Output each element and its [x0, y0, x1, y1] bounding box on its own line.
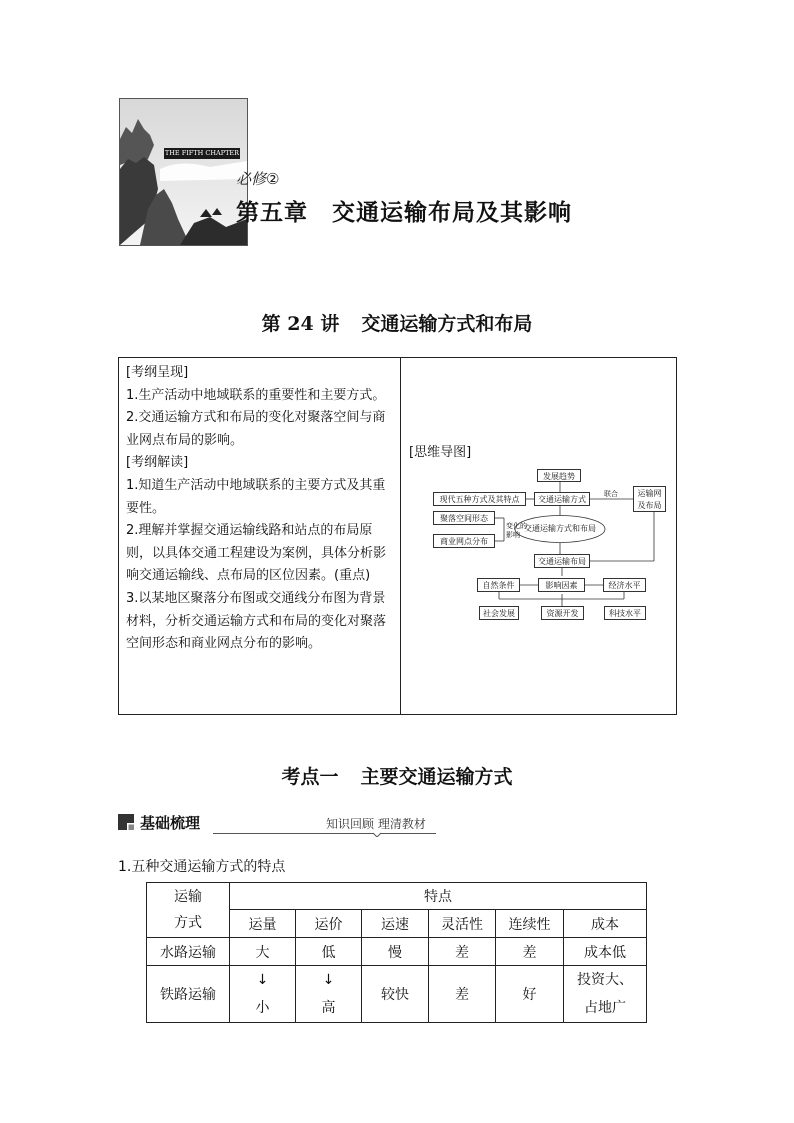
syllabus-item: 2.理解并掌握交通运输线路和站点的布局原则，以具体交通工程建设为案例，具体分析影响交通运输线、点布局的区位因素。(重点): [126, 523, 387, 584]
column-header: 灵活性: [429, 910, 496, 938]
table-cell: 成本低: [564, 938, 647, 966]
mm-node-resource: 资源开发: [541, 606, 584, 620]
header-mode: [147, 883, 230, 938]
syllabus-divider: [400, 358, 401, 714]
mm-node-commerce: 商业网点分布: [433, 534, 495, 548]
cost-line1: 投资大、: [577, 972, 633, 988]
table-cell: 差: [429, 966, 496, 1023]
basis-header: [118, 811, 436, 835]
header-mode-line1: 运输: [174, 889, 202, 905]
mm-node-nature: 自然条件: [477, 578, 520, 592]
table-cell-price-trend: [296, 966, 362, 1023]
mm-node-economy: 经济水平: [603, 578, 646, 592]
chapter-caption-band: [164, 148, 240, 159]
lecture-name: 交通运输方式和布局: [361, 313, 533, 335]
chapter-cover-image: [119, 98, 248, 246]
basis-underline: [213, 833, 436, 834]
table-cell-mode: 水路运输: [147, 938, 230, 966]
syllabus-item: 3.以某地区聚落分布图或交通线分布图为背景材料，分析交通运输方式和布局的变化对聚落空间形态和商业网点分布的影响。: [126, 590, 387, 652]
chapter-number: 第五章: [236, 199, 308, 226]
mm-node-center: 交通运输方式和布局: [524, 524, 596, 533]
lecture-title: [0, 309, 794, 336]
chapter-subtitle: 必修②: [236, 170, 280, 188]
basis-label: 基础梳理: [140, 814, 201, 832]
down-arrow-icon: ↓: [256, 972, 269, 988]
column-header: 成本: [564, 910, 647, 938]
table-cell: 差: [429, 938, 496, 966]
table-cell-mode: 铁路运输: [147, 966, 230, 1023]
syllabus-item: 2.交通运输方式和布局的变化对聚落空间与商业网点布局的影响。: [126, 410, 386, 448]
mm-node-society: 社会发展: [479, 606, 519, 620]
list-title: 1.五种交通运输方式的特点: [118, 859, 286, 875]
table-cell: 差: [496, 938, 564, 966]
mm-label-change-line1: 变化的: [506, 522, 527, 530]
mm-node-network: [633, 486, 666, 512]
chapter-caption: THE FIFTH CHAPTER: [164, 149, 240, 157]
section-number: 考点一: [281, 766, 339, 788]
mind-map: [414, 468, 666, 628]
section-name: 主要交通运输方式: [360, 766, 513, 788]
header-mode-line2: 方式: [174, 915, 202, 931]
column-header: 运速: [362, 910, 429, 938]
table-cell: 慢: [362, 938, 429, 966]
mm-node-tech: 科技水平: [604, 606, 646, 620]
mountain-landscape-image: [120, 99, 247, 245]
syllabus-heading-interpret: [考纲解读]: [126, 455, 189, 471]
syllabus-table: [118, 357, 677, 715]
column-header: 运量: [230, 910, 296, 938]
table-cell: 低: [296, 938, 362, 966]
table-cell: 大: [230, 938, 296, 966]
mm-node-network-line1: 运输网: [637, 489, 662, 498]
mindmap-label: [思维导图]: [409, 445, 472, 460]
syllabus-text: [126, 362, 398, 656]
basis-notch-icon: [373, 829, 381, 837]
syllabus-item: 1.生产活动中地域联系的重要性和主要方式。: [126, 387, 386, 403]
lecture-number: 第 24 讲: [261, 313, 340, 335]
chapter-name: 交通运输布局及其影响: [332, 199, 572, 226]
mm-node-modes: 交通运输方式: [534, 492, 590, 506]
volume-end-value: 小: [255, 1000, 270, 1016]
column-header: 连续性: [496, 910, 564, 938]
header-features: 特点: [230, 883, 647, 910]
mm-label-union: 联合: [604, 490, 618, 498]
section-title: [0, 762, 794, 789]
mm-node-trend: 发展趋势: [537, 469, 581, 482]
chapter-title: [236, 194, 572, 227]
mm-node-network-line2: 及布局: [637, 501, 662, 510]
basis-tag: 知识回顾 理清教材: [326, 817, 426, 831]
mm-node-factors: 影响因素: [538, 578, 585, 592]
price-end-value: 高: [321, 1000, 336, 1016]
mm-node-settlement: 聚落空间形态: [433, 511, 495, 525]
basis-square-icon: [118, 814, 134, 830]
mm-label-change-line2: 影响: [506, 531, 520, 539]
cost-line2: 占地广: [584, 1000, 626, 1016]
table-cell: 好: [496, 966, 564, 1023]
syllabus-heading-present: [考纲呈现]: [126, 365, 189, 380]
column-header: 运价: [296, 910, 362, 938]
syllabus-item: 1.知道生产活动中地域联系的主要方式及其重要性。: [126, 477, 386, 516]
mm-node-five-modes: 现代五种方式及其特点: [433, 492, 526, 506]
down-arrow-icon: ↓: [322, 972, 335, 988]
transport-features-table: [146, 882, 647, 1023]
mm-node-layout: 交通运输布局: [534, 554, 590, 568]
table-cell-volume-trend: [230, 966, 296, 1023]
table-cell: 较快: [362, 966, 429, 1023]
table-cell-cost: [564, 966, 647, 1023]
